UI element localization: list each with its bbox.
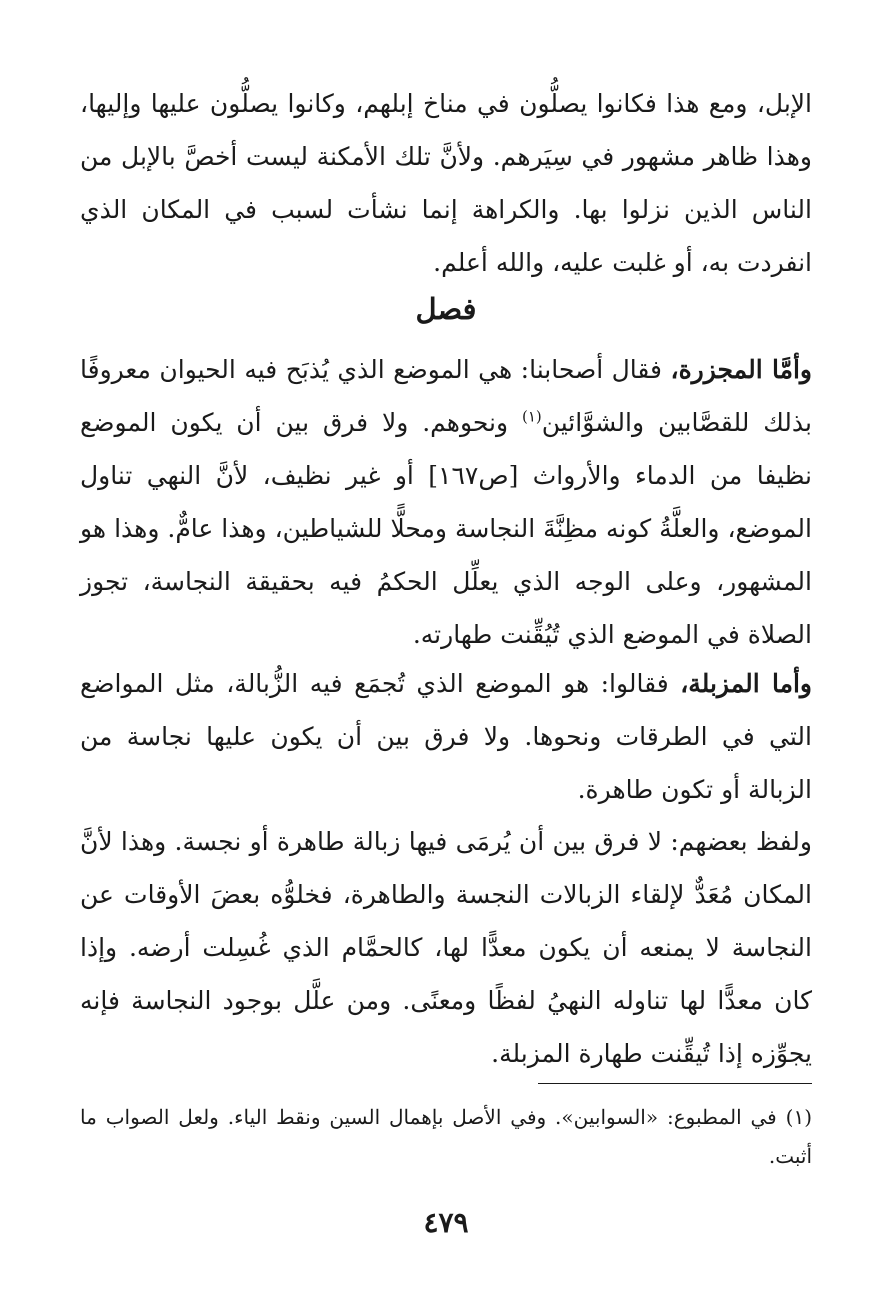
paragraph-3 [80,657,812,816]
paragraph-4-text: ولفظ بعضهم: لا فرق بين أن يُرمَى فيها زبالة طاهرة أو نجسة. وهذا لأنَّ المكان مُعَدٌّ لإلقاء الزبالات النجسة والطاهرة، فخلوُّه بعضَ الأوقات عن النجاسة لا يمنعه أن يكون معدًّا لها، كالحمَّام الذي غُسِلت أرضه. وإذا كان معدًّا لها تناوله النهيُ لفظًا ومعنًى. ومن علَّل بوجود النجاسة فإنه يجوِّزه إذا تُيقِّنت طهارة المزبلة. [80,827,812,1068]
paragraph-2 [80,343,812,661]
footnote-text: (١) في المطبوع: «السوابين». وفي الأصل بإهمال السين ونقط الياء. ولعل الصواب ما أثبت. [80,1105,812,1168]
footnote [80,1098,812,1176]
footnote-reference: (١) [521,407,542,426]
paragraph-3-lead: وأما المزبلة، [680,669,812,698]
paragraph-2-part-a: فقال أصحابنا: هي الموضع الذي يُذبَح فيه الحيوان معروفًا بذلك للقصَّابين والشوَّائين [80,355,812,437]
paragraph-1-text: الإبل، ومع هذا فكانوا يصلُّون في مناخ إبلهم، وكانوا يصلُّون عليها وإليها، وهذا ظاهر مشهور في سِيَرهم. ولأنَّ تلك الأمكنة ليست أخصَّ بالإبل من الناس الذين نزلوا بها. والكراهة إنما نشأت لسبب في المكان الذي انفردت به، أو غلبت عليه، والله أعلم. [80,89,812,277]
paragraph-4 [80,815,812,1080]
paragraph-3-text [80,657,812,816]
section-heading: فصل [415,292,477,326]
paragraph-2-lead: وأمَّا المجزرة، [670,355,812,384]
paragraph-1 [80,77,812,289]
paragraph-2-part-b: ونحوهم. ولا فرق بين أن يكون الموضع نظيفا من الدماء والأرواث [ص١٦٧] أو غير نظيف، لأنَّ النهي تناول الموضع، والعلَّةُ كونه مظِنَّةَ النجاسة ومحلًّا للشياطين، وهذا عامٌّ. وهذا هو المشهور، وعلى الوجه الذي يعلِّل الحكمُ فيه بحقيقة النجاسة، تجوز الصلاة في الموضع الذي تُيُقِّنت طهارته. [80,408,813,649]
paragraph-3-rest: فقالوا: هو الموضع الذي تُجمَع فيه الزُّبالة، مثل المواضع التي في الطرقات ونحوها. ولا فرق بين أن يكون عليها نجاسة من الزبالة أو تكون طاهرة. [80,669,812,804]
page-number: ٤٧٩ [423,1206,469,1239]
paragraph-2-text [80,343,812,661]
footnote-separator [538,1083,812,1084]
